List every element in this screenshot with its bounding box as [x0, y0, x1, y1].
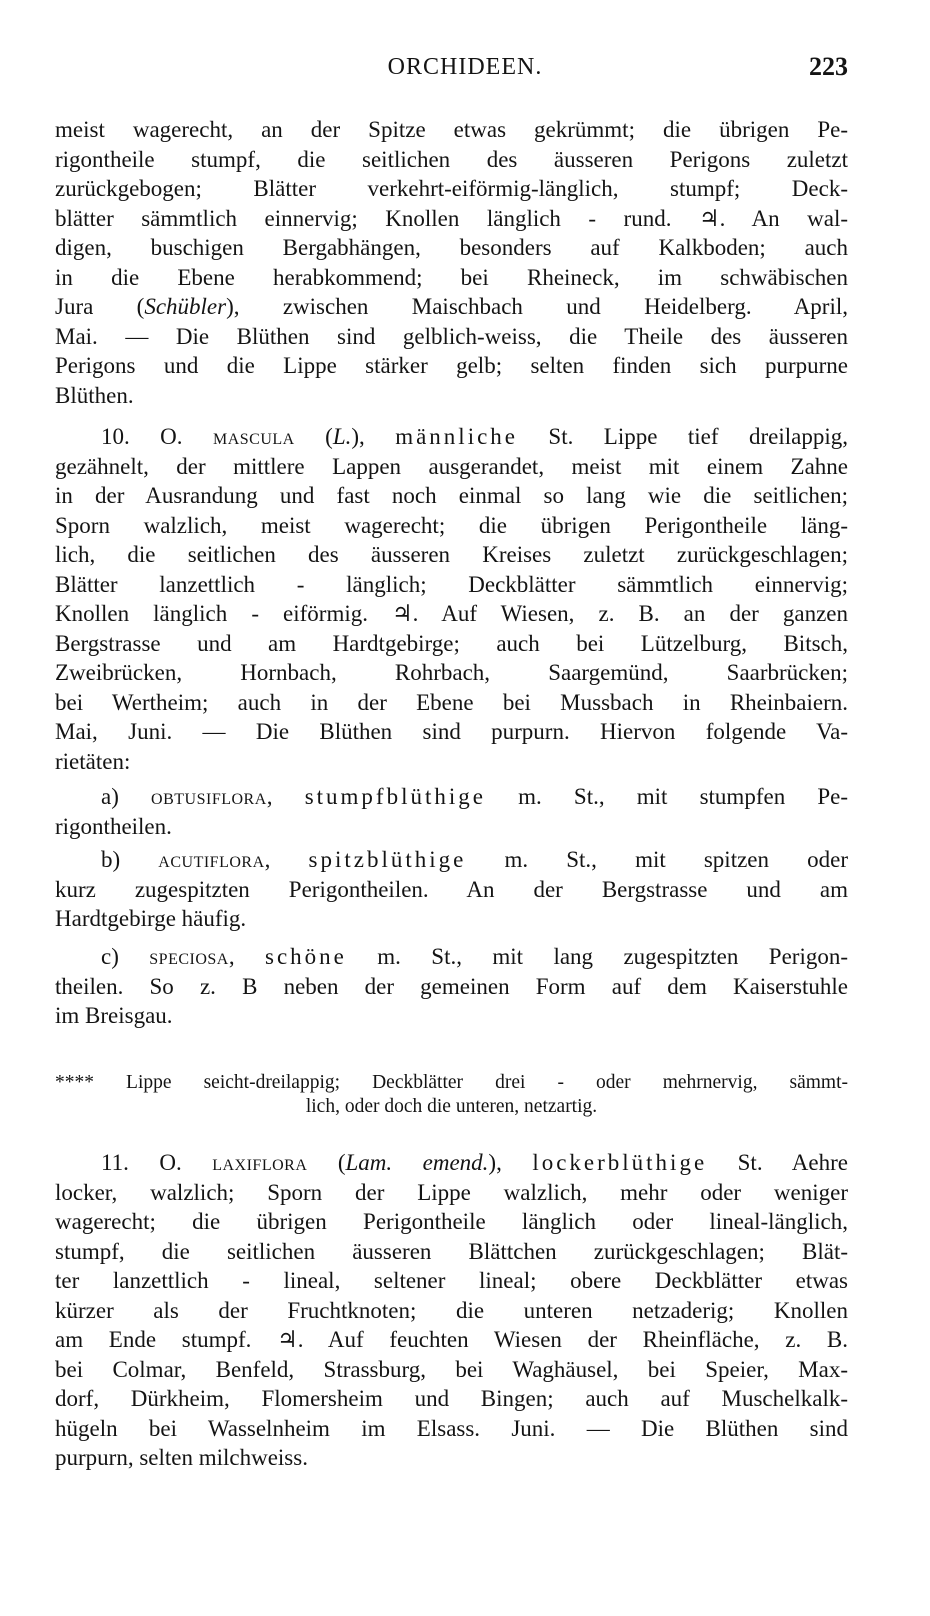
text-line [55, 145, 848, 175]
text-run: m. St., mit spitzen oder [466, 847, 849, 872]
variety-c-speciosa [55, 942, 848, 1031]
text-run: lich, die seitlichen des äusseren Kreises zuletzt zurückgeschlagen; [55, 542, 848, 567]
text-line [55, 1414, 848, 1444]
text-run: gezähnelt, der mittlere Lappen ausgerandet, meist mit einem Zahne [55, 453, 848, 479]
text-run: Jura ( [55, 294, 145, 319]
text-run: stumpf, die seitlichen äusseren Blättchen zurückgeschlagen; Blät- [55, 1238, 848, 1264]
text-run: zurückgebogen; Blätter verkehrt-eiförmig-länglich, stumpf; Deck- [55, 176, 848, 201]
key-group-4 [55, 1071, 848, 1119]
text-run: ), zwischen Maischbach und Heidelberg. April, [226, 294, 848, 319]
text-run: Sporn walzlich, meist wagerecht; die übrigen Perigontheile läng- [55, 512, 848, 538]
text-run: 10. O. [101, 424, 213, 449]
text-line [55, 540, 848, 570]
text-run: blätter sämmtlich einnervig; Knollen länglich - rund. ♃. An wal- [55, 205, 848, 231]
text-run: Mai, Juni. — Die Blüthen sind purpurn. Hiervon folgende Va- [55, 719, 848, 744]
text-line [55, 570, 848, 600]
text-run: Blüthen. [55, 382, 134, 408]
text-run: ter lanzettlich - lineal, seltener lineal; obere Deckblätter etwas [55, 1268, 848, 1293]
text-run: Knollen länglich - eiförmig. ♃. Auf Wiesen, z. B. an der ganzen [55, 601, 848, 626]
text-run: Zweibrücken, Hornbach, Rohrbach, Saargemünd, Saarbrücken; [55, 660, 848, 685]
taxon-name: acutiflora [158, 847, 265, 872]
text-run: locker, walzlich; Sporn der Lippe walzlich, mehr oder weniger [55, 1179, 848, 1205]
text-line [55, 1001, 848, 1031]
text-line [55, 511, 848, 541]
text-run: in der Ausrandung und fast noch einmal so lang wie die seitlichen; [55, 483, 848, 508]
text-run: lich, oder doch die unteren, netzartig. [305, 1096, 598, 1117]
text-run: hügeln bei Wasselnheim im Elsass. Juni. — Die Blüthen sind [55, 1415, 848, 1441]
text-line [55, 115, 848, 145]
text-run: Hardtgebirge häufig. [55, 906, 247, 931]
text-run: rigontheilen. [55, 813, 172, 839]
text-run: ( [307, 1150, 346, 1175]
text-line [55, 875, 848, 905]
text-line [55, 717, 848, 747]
text-line [55, 972, 848, 1002]
text-run: m. St., mit lang zugespitzten Perigon- [346, 944, 848, 969]
text-run: purpurn, selten milchweiss. [55, 1445, 308, 1470]
text-line [55, 481, 848, 511]
author-citation: Schübler [144, 294, 227, 319]
taxon-name: laxiflora [212, 1150, 308, 1175]
taxon-name: mascula [212, 424, 295, 449]
text-line [55, 1148, 848, 1178]
text-line [55, 1443, 848, 1473]
text-line [55, 1095, 848, 1119]
common-name: spitzblüthige [308, 847, 467, 872]
text-run: ), [488, 1150, 533, 1175]
page-number: 223 [809, 52, 848, 81]
taxon-name: speciosa [149, 944, 229, 969]
text-run: theilen. So z. B neben der gemeinen Form auf dem Kaiserstuhle [55, 973, 848, 999]
text-line [55, 422, 848, 452]
text-run: Perigons und die Lippe stärker gelb; selten finden sich purpurne [55, 353, 848, 378]
common-name: lockerblüthige [532, 1150, 708, 1175]
text-run: Bergstrasse und am Hardtgebirge; auch bei Lützelburg, Bitsch, [55, 630, 848, 656]
text-run: c) [101, 944, 150, 969]
species-11-laxiflora [55, 1148, 848, 1473]
text-line [55, 1325, 848, 1355]
text-line [55, 1296, 848, 1326]
text-line [55, 658, 848, 688]
text-line [55, 812, 848, 842]
text-run: m. St., mit stumpfen Pe- [485, 784, 849, 809]
text-run: digen, buschigen Bergabhängen, besonders auf Kalkboden; auch [55, 235, 848, 260]
text-line [55, 1237, 848, 1267]
text-run: b) [101, 847, 159, 872]
text-line [55, 747, 848, 777]
text-run: Mai. — Die Blüthen sind gelblich-weiss, die Theile des äusseren [55, 323, 848, 349]
text-run: meist wagerecht, an der Spitze etwas gekrümmt; die übrigen Pe- [55, 117, 848, 142]
variety-a-obtusiflora [55, 782, 848, 841]
text-line [55, 1266, 848, 1296]
text-line [55, 1355, 848, 1385]
text-line [55, 942, 848, 972]
text-line [55, 904, 848, 934]
text-run: bei Colmar, Benfeld, Strassburg, bei Waghäusel, bei Speier, Max- [55, 1356, 848, 1382]
text-run: St. Aehre [707, 1150, 848, 1175]
text-run: dorf, Dürkheim, Flomersheim und Bingen; auch auf Muschelkalk- [55, 1386, 848, 1411]
common-name: schöne [265, 944, 347, 969]
text-line [55, 381, 848, 411]
text-run: im Breisgau. [55, 1003, 173, 1028]
text-line [55, 292, 848, 322]
text-line [55, 599, 848, 629]
text-line [55, 233, 848, 263]
para-9-continued [55, 115, 848, 410]
text-run: **** Lippe seicht-dreilappig; Deckblätter drei - oder mehrnervig, sämmt- [55, 1072, 848, 1093]
text-run: ( [294, 424, 333, 449]
running-head-title: ORCHIDEEN. [387, 54, 543, 80]
text-line [55, 1384, 848, 1414]
variety-b-acutiflora [55, 845, 848, 934]
text-run: am Ende stumpf. ♃. Auf feuchten Wiesen der Rheinfläche, z. B. [55, 1327, 848, 1352]
text-run: 11. O. [101, 1150, 213, 1175]
text-line [55, 782, 848, 812]
taxon-name: obtusiflora [151, 784, 267, 809]
text-run: rigontheile stumpf, die seitlichen des äusseren Perigons zuletzt [55, 146, 848, 172]
text-line [55, 351, 848, 381]
text-line [55, 174, 848, 204]
text-line [55, 1071, 848, 1095]
text-run: , [264, 847, 309, 872]
text-run: kurz zugespitzten Perigontheilen. An der Bergstrasse und am [55, 876, 848, 902]
text-line [55, 322, 848, 352]
text-run: St. Lippe tief dreilappig, [518, 424, 848, 449]
text-run: , [266, 784, 305, 809]
text-run: , [228, 944, 265, 969]
text-line [55, 629, 848, 659]
text-run: in die Ebene herabkommend; bei Rheineck, im schwäbischen [55, 264, 848, 290]
text-run: wagerecht; die übrigen Perigontheile länglich oder lineal-länglich, [55, 1209, 848, 1234]
text-run: ), [351, 424, 396, 449]
text-line [55, 688, 848, 718]
text-line [55, 1178, 848, 1208]
text-run: a) [101, 784, 152, 809]
text-run: bei Wertheim; auch in der Ebene bei Mussbach in Rheinbaiern. [55, 689, 848, 715]
text-run: kürzer als der Fruchtknoten; die unteren netzaderig; Knollen [55, 1297, 848, 1323]
text-run: rietäten: [55, 748, 131, 774]
common-name: männliche [395, 424, 518, 449]
author-citation: L. [332, 424, 352, 449]
text-line [55, 1207, 848, 1237]
common-name: stumpfblüthige [304, 784, 486, 809]
species-10-mascula [55, 422, 848, 776]
text-line [55, 204, 848, 234]
author-citation: Lam. emend. [345, 1150, 489, 1175]
text-line [55, 263, 848, 293]
text-line [55, 452, 848, 482]
text-run: Blätter lanzettlich - länglich; Deckblätter sämmtlich einnervig; [55, 571, 848, 597]
text-line [55, 845, 848, 875]
